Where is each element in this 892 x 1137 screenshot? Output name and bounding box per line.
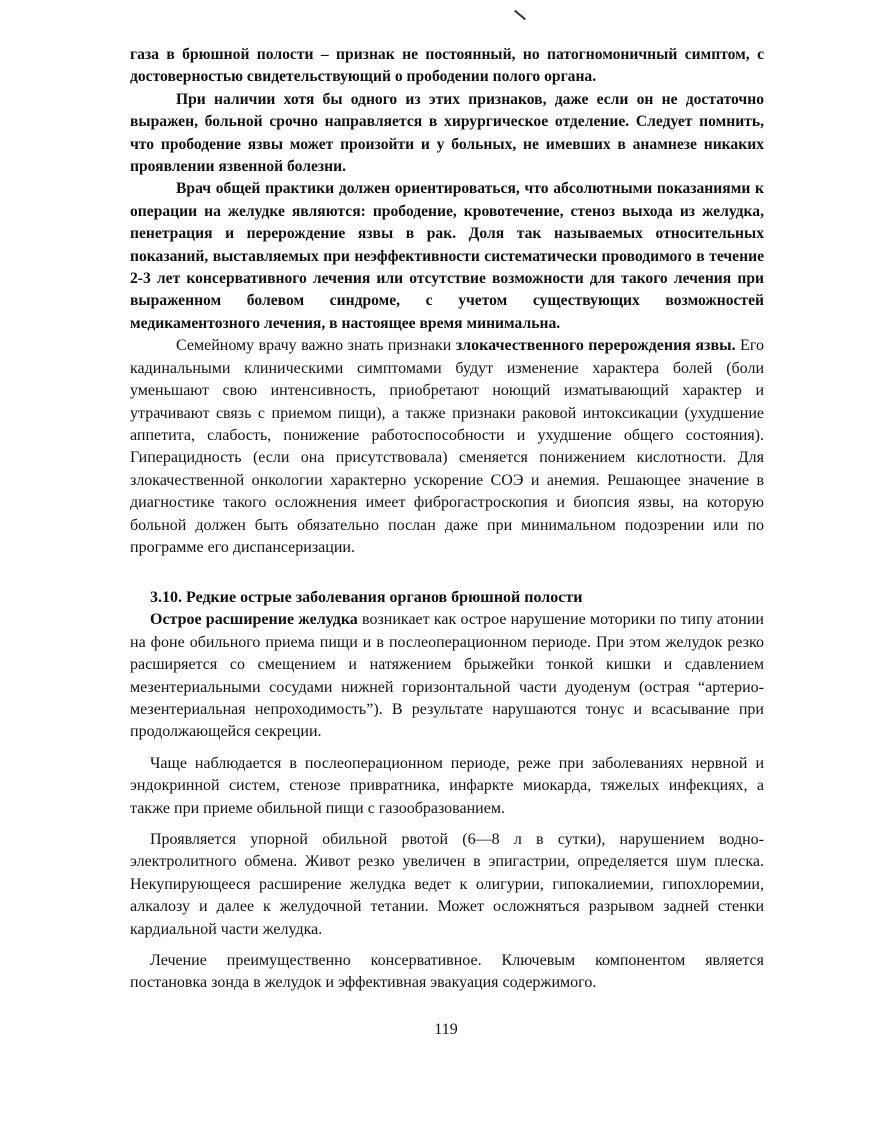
page-text	[130, 44, 764, 995]
term-malignant-transformation: злокачественного перерождения язвы.	[455, 337, 736, 355]
paragraph-acute-dilation	[130, 609, 764, 743]
section-heading: 3.10. Редкие острые заболевания органов брюшной полости	[150, 589, 583, 607]
paragraph-urgent-referral: При наличии хотя бы одного из этих признаков, даже если он не достаточно выражен, больной срочно направляется в хирургическое отделение. Следует помнить, что прободение язвы может произойти и у больных, не имевших в анамнезе никаких проявлении язвенной болезни.	[130, 90, 764, 176]
paragraph-acute-dilation-rest: возникает как острое нарушение моторики по типу атонии на фоне обильного приема пищи и в послеоперационном периоде. При этом желудок резко расширяется со смещением и натяжением брыжейки тонкой кишки и сдавлением мезентериальными сосудами нижней горизонтальной части дуоденум (острая “артерио-мезентериальная непроходимость”). В результате нарушаются тонус и всасывание при продолжающейся секреции.	[130, 611, 764, 741]
paragraph-malignancy-rest: Его кадинальными клиническими симптомами будут изменение характера болей (боли уменьшают свою интенсивность, приобретают ноющий изматывающий характер и утрачивают связь с приемом пищи), а также признаки раковой интоксикации (ухудшение аппетита, слабость, понижение работоспособности и ухудшение общего состояния). Гиперацидность (если она присутствовала) сменяется понижением кислотности. Для злокачественной онкологии характерно ускорение СОЭ и анемия. Решающее значение в диагностике такого осложнения имеет фиброгастроскопия и биопсия язвы, на которую больной должен быть обязательно послан даже при минимальном подозрении или по программе его диспансеризации.	[130, 337, 764, 556]
paragraph-perforation-gas: газа в брюшной полости – признак не постоянный, но патогномоничный симптом, с достоверностью свидетельствующий о прободении полого органа.	[130, 46, 764, 86]
page-number: 119	[434, 1021, 458, 1038]
paragraph-malignancy-lead: Семейному врачу важно знать признаки	[176, 337, 456, 355]
paragraph-manifestation: Проявляется упорной обильной рвотой (6—8 л в сутки), нарушением водно-электролитного обмена. Живот резко увеличен в эпигастрии, определяется шум плеска. Некупирующееся расширение желудка ведет к олигурии, гипокалиемии, гипохлоремии, алкалозу и далее к желудочной тетании. Может осложняться разрывом задней стенки кардиальной части желудка.	[130, 831, 764, 938]
paragraph-surgery-indications: Врач общей практики должен ориентироваться, что абсолютными показаниями к операции на желудке являются: прободение, кровотечение, стеноз выхода из желудка, пенетрация и перерождение язвы в рак. Доля так называемых относительных показаний, выставляемых при неэффективности систематически проводимого в течение 2-3 лет консервативного лечения или отсутствие возможности для такого лечения при выраженном болевом синдроме, с учетом существующих возможностей медикаментозного лечения, в настоящее время минимальна.	[130, 180, 764, 332]
paragraph-malignancy	[130, 335, 764, 559]
paragraph-treatment: Лечение преимущественно консервативное. Ключевым компонентом является постановка зонда в желудок и эффективная эвакуация содержимого.	[130, 952, 764, 992]
term-acute-dilation: Острое расширение желудка	[150, 611, 358, 629]
paragraph-occurrence: Чаще наблюдается в послеоперационном периоде, реже при заболеваниях нервной и эндокринной систем, стенозе привратника, инфаркте миокарда, тяжелых инфекциях, а также при приеме обильной пищи с газообразованием.	[130, 754, 764, 817]
scan-mark	[514, 10, 526, 21]
